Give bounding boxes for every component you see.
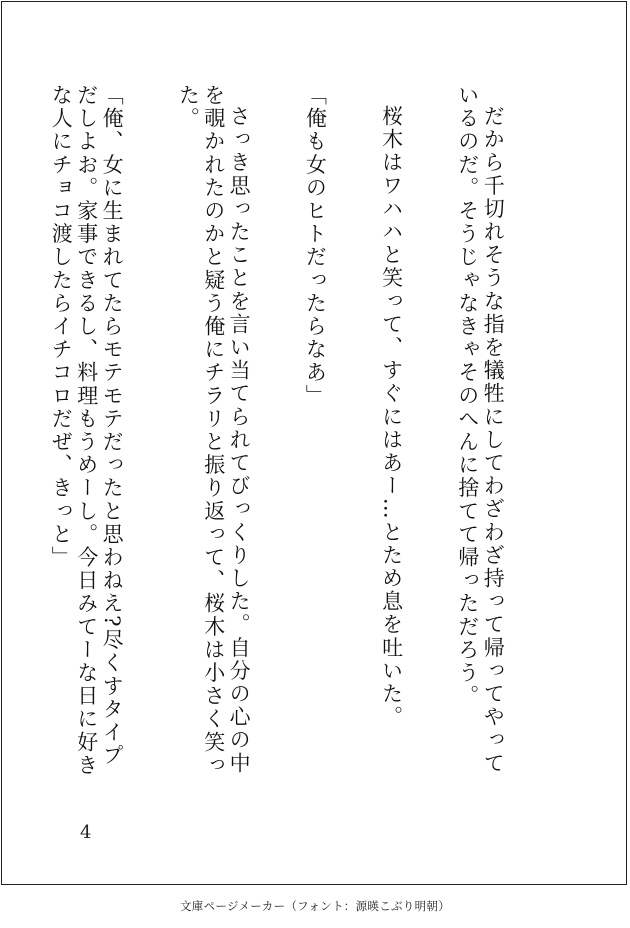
- dialogue-2: 「俺、女に生まれてたらモテモテだったと思わねえ?尽くすタイプだしよお。家事できるし、料理もうめーし。今日みてーな日に好きな人にチョコ渡したらイチコロだぜ、きっと」: [49, 84, 125, 777]
- paragraph-3: さっき思ったことを言い当てられてびっくりした。自分の心の中を覗かれたのかと疑う俺にチラリと振り返って、桜木は小さく笑った。: [176, 84, 252, 777]
- paragraph-1: だから千切れそうな指を犠牲にしてわざわざ持って帰ってやっているのだ。そうじゃなきゃそのへんに捨てて帰っただろう。: [455, 84, 506, 775]
- footer-credit: 文庫ページメーカー（フォント：源暎こぶり明朝）: [179, 899, 451, 913]
- paragraph-2: 桜木はワハハと笑って、すぐにはあー…とため息を吐いた。: [379, 105, 404, 729]
- book-page: [1, 1, 627, 885]
- dialogue-1: 「俺も女のヒトだったらなあ」: [303, 84, 328, 408]
- page-number: 4: [80, 822, 92, 843]
- vertical-body-text: [49, 84, 556, 784]
